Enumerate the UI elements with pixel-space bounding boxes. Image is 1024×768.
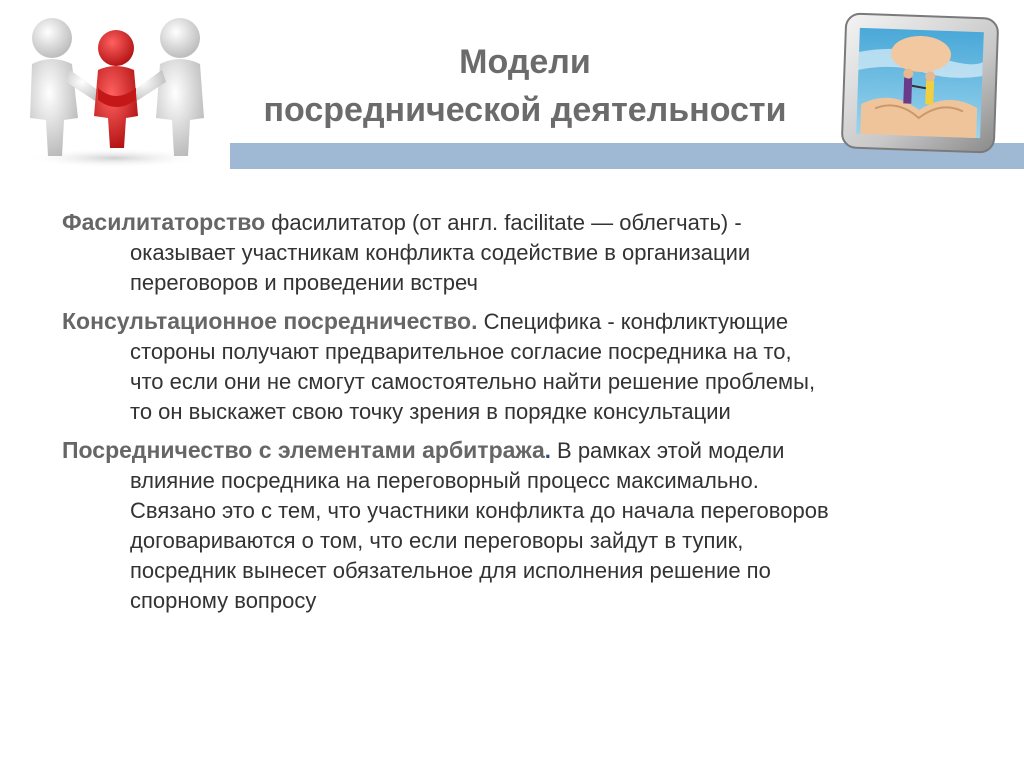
item-first-text: В рамках этой модели <box>550 438 785 463</box>
item-line: спорному вопросу <box>130 588 317 613</box>
title-line-2: посреднической деятельности <box>263 91 787 129</box>
three-figures-handshake-icon <box>14 8 214 168</box>
item-line: стороны получают предварительное согласие посредника на то, <box>130 339 792 364</box>
list-item <box>62 435 962 616</box>
list-item <box>62 207 962 298</box>
item-term: Консультационное посредничество. <box>62 308 478 334</box>
item-line: оказывает участникам конфликта содействие в организации <box>130 240 751 265</box>
item-line: посредник вынесет обязательное для исполнения решение по <box>130 558 771 583</box>
content-body <box>62 207 962 624</box>
item-line: влияние посредника на переговорный процесс максимально. <box>130 468 759 493</box>
item-line: что если они не смогут самостоятельно найти решение проблемы, <box>130 369 816 394</box>
slide-title <box>200 38 850 134</box>
item-line: Связано это с тем, что участники конфликта до начала переговоров <box>130 498 829 523</box>
item-line: то он выскажет свою точку зрения в порядке консультации <box>130 399 731 424</box>
item-term: Фасилитаторство <box>62 209 266 235</box>
item-line: договариваются о том, что если переговоры зайдут в тупик, <box>130 528 744 553</box>
item-term: Посредничество с элементами арбитража <box>62 437 545 463</box>
item-first-text: Специфика - конфликтующие <box>477 309 789 334</box>
list-item <box>62 306 962 427</box>
item-line: переговоров и проведении встреч <box>130 270 478 295</box>
title-line-1: Модели <box>459 43 591 81</box>
item-first-line <box>62 435 962 466</box>
item-first-line <box>62 306 962 337</box>
item-first-text: фасилитатор (от англ. facilitate — облегчать) - <box>265 210 742 235</box>
item-first-line <box>62 207 962 238</box>
framed-mediation-photo-icon <box>840 11 1001 154</box>
term-dot: . <box>544 438 551 463</box>
